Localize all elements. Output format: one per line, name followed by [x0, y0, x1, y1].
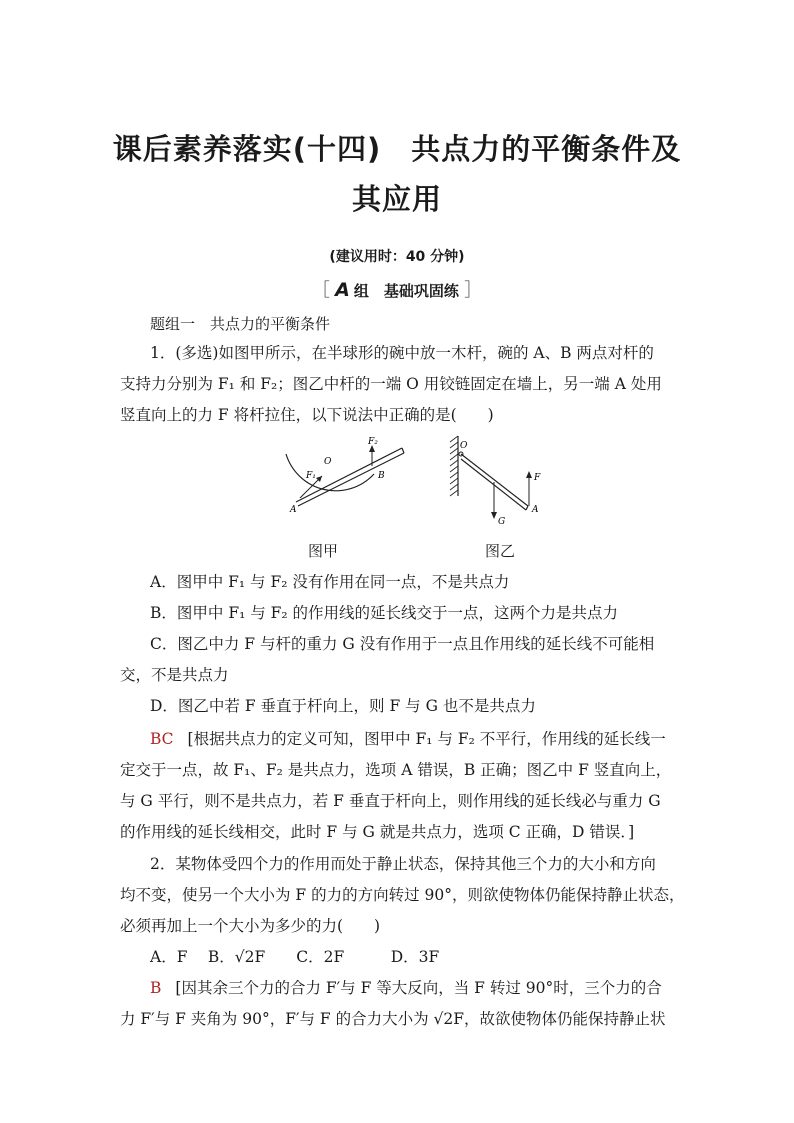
q1-line1: 1．(多选)如图甲所示，在半球形的碗中放一木杆，碗的 A、B 两点对杆的 [150, 344, 654, 362]
fig-yi-caption: 图乙 [485, 542, 516, 560]
figure-yi [446, 434, 556, 530]
wall-hatch [450, 436, 458, 496]
group-letter: A [335, 279, 350, 301]
page-title-line2: 其应用 [351, 182, 442, 216]
label-F: F [534, 473, 541, 483]
q1-option-B: B．图甲中 F₁ 与 F₂ 的作用线的延长线交于一点，这两个力是共点力 [150, 604, 619, 622]
bracket-right: ］ [464, 280, 483, 301]
topic-heading: 题组一 共点力的平衡条件 [150, 315, 331, 333]
bracket-left: ［ [311, 280, 330, 301]
figure-jia [276, 434, 416, 518]
q2-line2: 均不变，使另一个大小为 F 的力的方向转过 90°，则欲使物体仍能保持静止状态， [120, 886, 685, 904]
label-F1: F₁ [306, 471, 316, 481]
label-O: O [324, 457, 332, 467]
group-heading [0, 276, 794, 302]
fig-jia-caption: 图甲 [308, 542, 339, 560]
q1-explanation-line2: 定交于一点，故 F₁、F₂ 是共点力，选项 A 错误，B 正确；图乙中 F 竖直向上， [120, 761, 672, 779]
q1-option-C2: 交，不是共点力 [120, 666, 229, 684]
q1-line3: 竖直向上的力 F 将杆拉住，以下说法中正确的是( ) [120, 406, 494, 424]
q1-line2: 支持力分别为 F₁ 和 F₂；图乙中杆的一端 O 用铰链固定在墙上，另一端 A 处用 [120, 375, 662, 393]
group-label: 组 基础巩固练 [353, 282, 459, 300]
q2-line1: 2．某物体受四个力的作用而处于静止状态，保持其他三个力的大小和方向 [150, 855, 656, 873]
q1-option-C1: C．图乙中力 F 与杆的重力 G 没有作用于一点且作用线的延长线不可能相 [150, 635, 655, 653]
q2-explanation-line1: B [因其余三个力的合力 F′与 F 等大反向，当 F 转过 90°时，三个力的合 [150, 979, 662, 997]
q1-explanation-line4: 的作用线的延长线相交，此时 F 与 G 就是共点力，选项 C 正确，D 错误．] [120, 823, 635, 841]
q1-option-D: D．图乙中若 F 垂直于杆向上，则 F 与 G 也不是共点力 [150, 697, 536, 715]
q1-explanation-line3: 与 G 平行，则不是共点力，若 F 垂直于杆向上，则作用线的延长线必与重力 G [120, 792, 661, 810]
q2-line3: 必须再加上一个大小为多少的力( ) [120, 917, 381, 935]
time-note: (建议用时：40 分钟) [329, 249, 465, 265]
q2-options: A．F B．√2F C．2F D．3F [150, 948, 440, 966]
label-A-yi: A [532, 505, 539, 515]
q2-explanation-line2: 力 F′与 F 夹角为 90°，F′与 F 的合力大小为 √2F，故欲使物体仍能保持静止状 [120, 1010, 666, 1028]
label-B: B [378, 471, 385, 481]
page-title-line1: 课后素养落实(十四) 共点力的平衡条件及 [112, 132, 682, 166]
label-F2: F₂ [368, 437, 378, 447]
label-O-yi: O [460, 441, 468, 451]
q2-answer: B [150, 979, 162, 997]
q1-explanation-line1: BC [根据共点力的定义可知，图甲中 F₁ 与 F₂ 不平行，作用线的延长线一 [150, 730, 666, 748]
label-A: A [290, 505, 297, 515]
q1-option-A: A．图甲中 F₁ 与 F₂ 没有作用在同一点，不是共点力 [150, 573, 510, 591]
label-G: G [498, 517, 506, 527]
q1-answer: BC [150, 730, 174, 748]
